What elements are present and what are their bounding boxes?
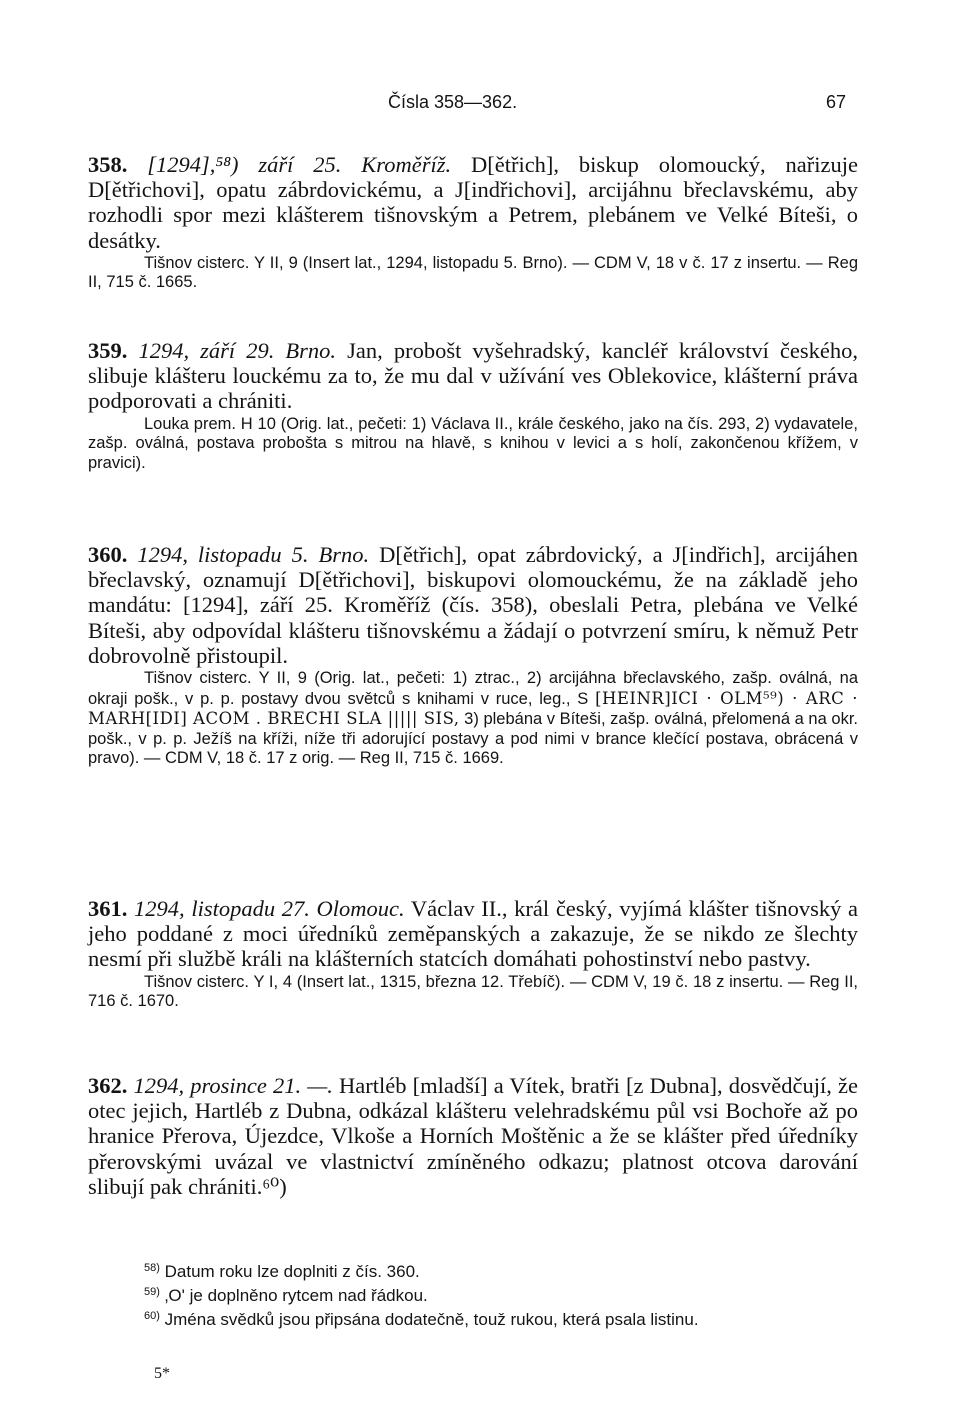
entry-text xyxy=(88,896,858,972)
entry-date: 1294, listopadu 27. Olomouc. xyxy=(134,896,405,921)
entry-text xyxy=(88,1073,858,1199)
footnote-text: Jména svědků jsou připsána dodatečně, touž rukou, která psala listinu. xyxy=(164,1310,699,1329)
entry-source-note: Tišnov cisterc. Y II, 9 (Insert lat., 1294, listopadu 5. Brno). — CDM V, 18 v č. 17 z insertu. — Reg II, 715 č. 1665. xyxy=(88,253,858,292)
page-number: 67 xyxy=(825,92,846,112)
entry-number: 359. xyxy=(88,338,128,363)
entry-source-note xyxy=(88,669,858,769)
footnote xyxy=(88,1306,858,1330)
printer-signature: 5* xyxy=(154,1365,170,1382)
running-header xyxy=(88,92,858,116)
footnote-mark: 60) xyxy=(144,1310,160,1322)
entry-body: Jan, probošt vyšehradský, kancléř království českého, slibuje klášteru louckému za to, že mu dal v užívání ves Oblekovice, klášterní práva podporovati a chrániti. xyxy=(88,338,859,414)
footnote xyxy=(88,1282,858,1306)
entry-text xyxy=(88,338,858,414)
footnote-text: Datum roku lze doplniti z čís. 360. xyxy=(164,1262,420,1281)
entry-date: 1294, prosince 21. —. xyxy=(133,1073,333,1098)
footnotes xyxy=(88,1258,858,1330)
seal-legend: [HEINR]ICI · OLM⁵⁹) · ARC · MARH[IDI] ACOM . BRECHI SLA ||||| SIS, xyxy=(88,688,858,729)
entry-number: 361. xyxy=(88,896,128,921)
entry-358 xyxy=(88,152,858,293)
entry-body: D[ětřich], biskup olomoucký, nařizuje D[ětřichovi], opatu zábrdovickému, a J[indřichovi], arcijáhnu břeclavskému, aby rozhodli spor mezi klášterem tišnovským a Petrem, plebánem ve Velké Bíteši, o desátky. xyxy=(88,152,858,253)
footnote-mark: 58) xyxy=(144,1262,160,1274)
entry-360 xyxy=(88,542,858,769)
entry-number: 362. xyxy=(88,1073,128,1098)
footnote-mark: 59) xyxy=(144,1286,160,1298)
entry-date: 1294, listopadu 5. Brno. xyxy=(137,542,370,567)
entry-body: D[ětřich], opat zábrdovický, a J[indřich], arcijáhen břeclavský, oznamují D[ětřichovi], biskupovi olomouckému, že na základě jeho mandátu: [1294], září 25. Kroměříž (čís. 358), obeslali Petra, plebána ve Velké Bíteši, aby odpovídal klášteru tišnovskému a žádají o potvrzení smíru, k němuž Petr dobrovolně přistoupil. xyxy=(88,542,859,668)
entry-source-note: Tišnov cisterc. Y I, 4 (Insert lat., 1315, března 12. Třebíč). — CDM V, 19 č. 18 z insertu. — Reg II, 716 č. 1670. xyxy=(88,972,858,1011)
entry-body: Hartléb [mladší] a Vítek, bratři [z Dubna], dosvědčují, že otec jejich, Hartléb z Dubna, odkázal klášteru velehradskému půl vsi Bochoře až po hranice Přerova, Újezdce, Vlkoše a Horních Moštěnic a že se klášter před úředníky přerovskými uvázal ve vlastnictví zmíněného odkazu; platnost otcova darování slibují pak chrániti.⁶⁰) xyxy=(88,1073,858,1199)
entry-text xyxy=(88,152,858,253)
entry-361 xyxy=(88,896,858,1012)
header-title: Čísla 358—362. xyxy=(388,92,518,112)
entry-source-note: Louka prem. H 10 (Orig. lat., pečeti: 1) Václava II., krále českého, jako na čís. 293, 2) vydavatele, zašp. oválná, postava probošta s mitrou na hlavě, s knihou v levici a s holí, zakončenou křížem, v pravici). xyxy=(88,414,858,472)
footnote-text: ‚O' je doplněno rytcem nad řádkou. xyxy=(164,1286,428,1305)
entry-date: 1294, září 29. Brno. xyxy=(138,338,337,363)
entry-body: Václav II., král český, vyjímá klášter tišnovský a jeho poddané z moci úředníků zeměpanských a zakazuje, že se nikdo ze šlechty nesmí při službě králi na klášterních statcích domáhati pohostinství nebo pastvy. xyxy=(88,896,859,972)
entry-text xyxy=(88,542,858,668)
entry-number: 360. xyxy=(88,542,128,567)
entry-362 xyxy=(88,1073,858,1199)
entry-359 xyxy=(88,338,858,473)
note-part: Tišnov cisterc. Y II, 9 (Orig. lat., pečeti: 1) ztrac., 2) arcijáhna břeclavského, zašp. oválná, na okraji pošk., v p. p. postavy dvou světců s knihami v ruce, leg., S xyxy=(88,669,858,708)
entry-number: 358. xyxy=(88,152,128,177)
entry-date: [1294],⁵⁸) září 25. Kroměříž. xyxy=(147,152,452,177)
note-part: 3) plebána v Bíteši, zašp. oválná, přelomená a na okr. pošk., v p. p. Ježíš na kříži, níže tři adorující postavy a pod nimi v brance klečící postava, obrácená v pravo). — CDM V, 18 č. 17 z orig. — Reg II, 715 č. 1669. xyxy=(88,710,858,768)
footnote xyxy=(88,1258,858,1282)
